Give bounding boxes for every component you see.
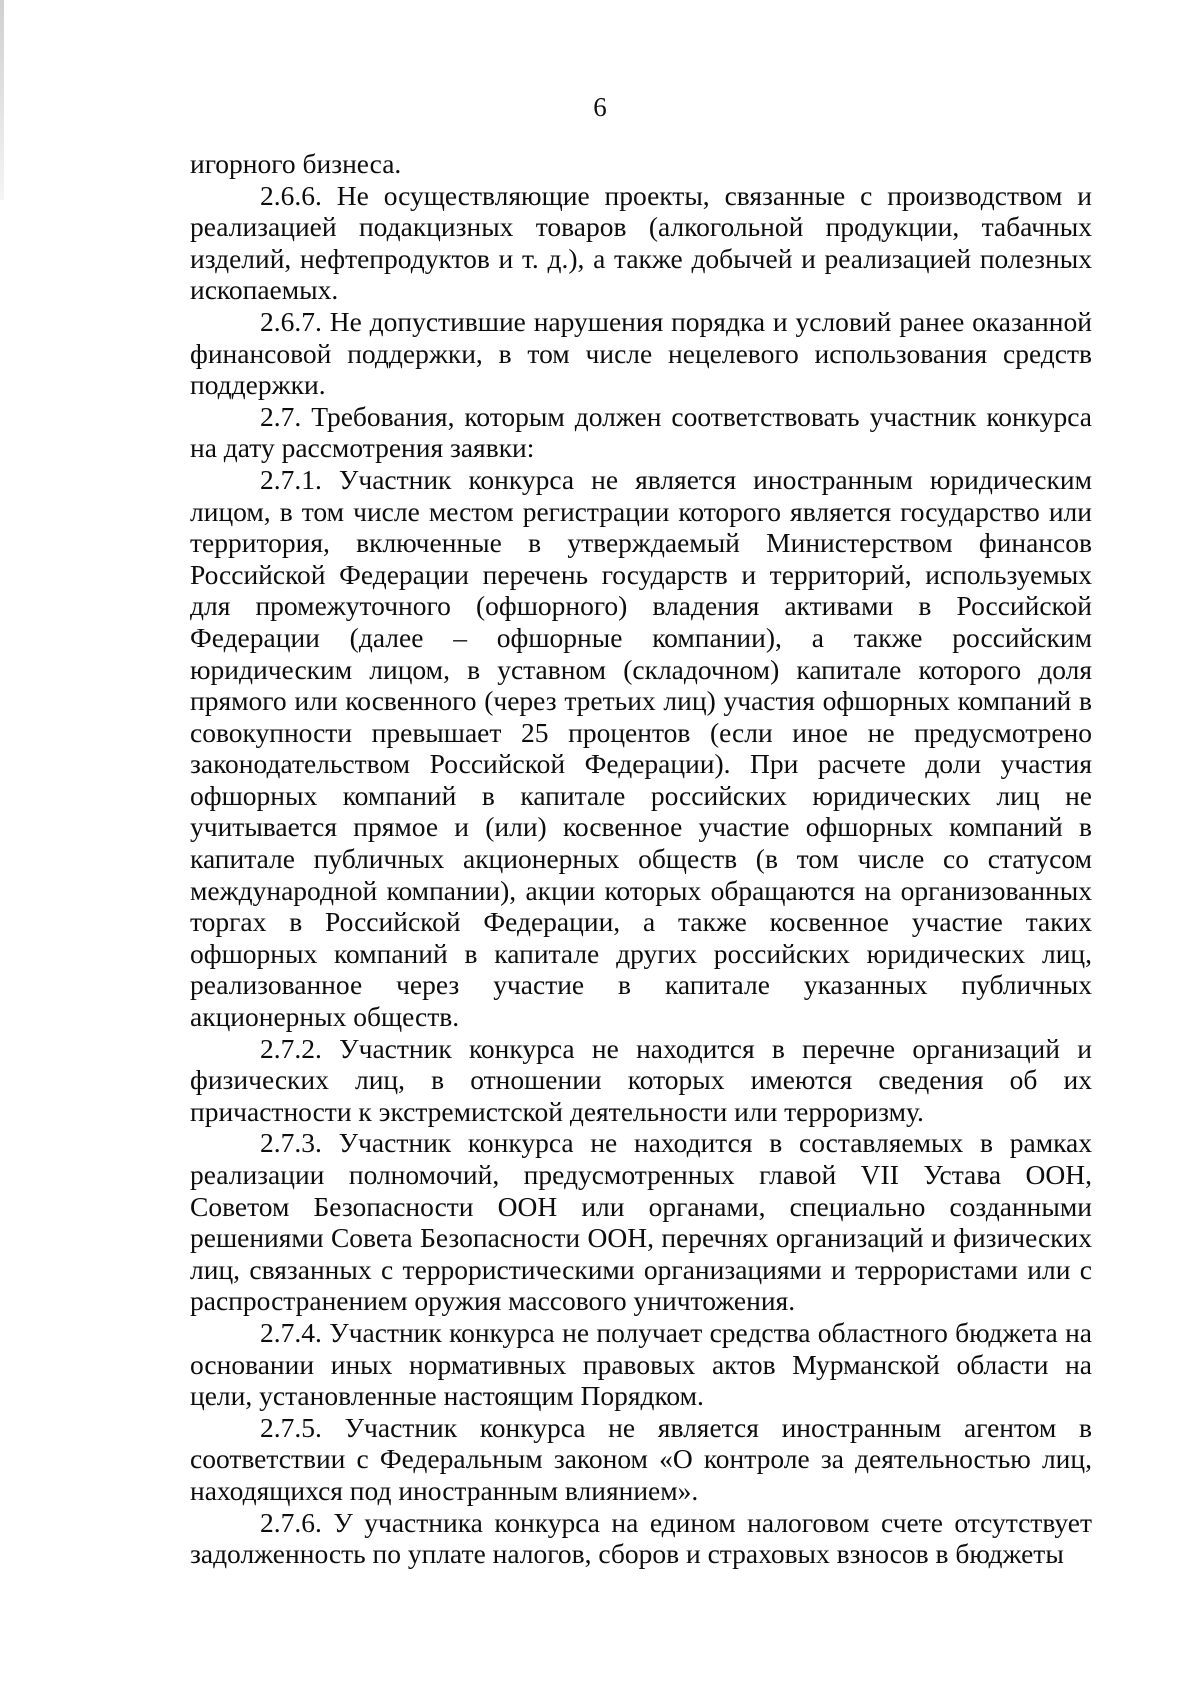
paragraph-2-7-4: 2.7.4. Участник конкурса не получает средства областного бюджета на основании иных нормативных правовых актов Мурманской области на цели, установленные настоящим Порядком. (190, 1316, 1092, 1412)
paragraph-2-6-7: 2.6.7. Не допустившие нарушения порядка и условий ранее оказанной финансовой поддержки, в том числе нецелевого использования средств поддержки. (190, 305, 1092, 401)
paragraph-2-7-3: 2.7.3. Участник конкурса не находится в составляемых в рамках реализации полномочий, предусмотренных главой VII Устава ООН, Советом Безопасности ООН или органами, специально созданными решениями Совета Безопасности ООН, перечнях организаций и физических лиц, связанных с террористическими организациями и террористами или с распространением оружия массового уничтожения. (190, 1127, 1092, 1317)
paragraph-2-7-6: 2.7.6. У участника конкурса на едином налоговом счете отсутствует задолженность по уплате налогов, сборов и страховых взносов в бюджеты (190, 1506, 1092, 1570)
paragraph-2-7: 2.7. Требования, которым должен соответствовать участник конкурса на дату рассмотрения заявки: (190, 400, 1092, 464)
document-body (190, 148, 1092, 1570)
paragraph-2-6-6: 2.6.6. Не осуществляющие проекты, связанные с производством и реализацией подакцизных товаров (алкогольной продукции, табачных изделий, нефтепродуктов и т. д.), а также добычей и реализацией полезных ископаемых. (190, 179, 1092, 306)
paragraph-2-7-1: 2.7.1. Участник конкурса не является иностранным юридическим лицом, в том числе местом регистрации которого является государство или территория, включенные в утверждаемый Министерством финансов Российской Федерации перечень государств и территорий, используемых для промежуточного (офшорного) владения активами в Российской Федерации (далее – офшорные компании), а также российским юридическим лицом, в уставном (складочном) капитале которого доля прямого или косвенного (через третьих лиц) участия офшорных компаний в совокупности превышает 25 процентов (если иное не предусмотрено законодательством Российской Федерации). При расчете доли участия офшорных компаний в капитале российских юридических лиц не учитывается прямое и (или) косвенное участие офшорных компаний в капитале публичных акционерных обществ (в том числе со статусом международной компании), акции которых обращаются на организованных торгах в Российской Федерации, а также косвенное участие таких офшорных компаний в капитале других российских юридических лиц, реализованное через участие в капитале указанных публичных акционерных обществ. (190, 463, 1092, 1033)
page-number: 6 (593, 92, 607, 122)
paragraph-2-7-5: 2.7.5. Участник конкурса не является иностранным агентом в соответствии с Федеральным законом «О контроле за деятельностью лиц, находящихся под иностранным влиянием». (190, 1411, 1092, 1506)
paragraph-continuation: игорного бизнеса. (190, 148, 402, 179)
paragraph-2-7-2: 2.7.2. Участник конкурса не находится в перечне организаций и физических лиц, в отношении которых имеются сведения об их причастности к экстремистской деятельности или терроризму. (190, 1032, 1092, 1127)
